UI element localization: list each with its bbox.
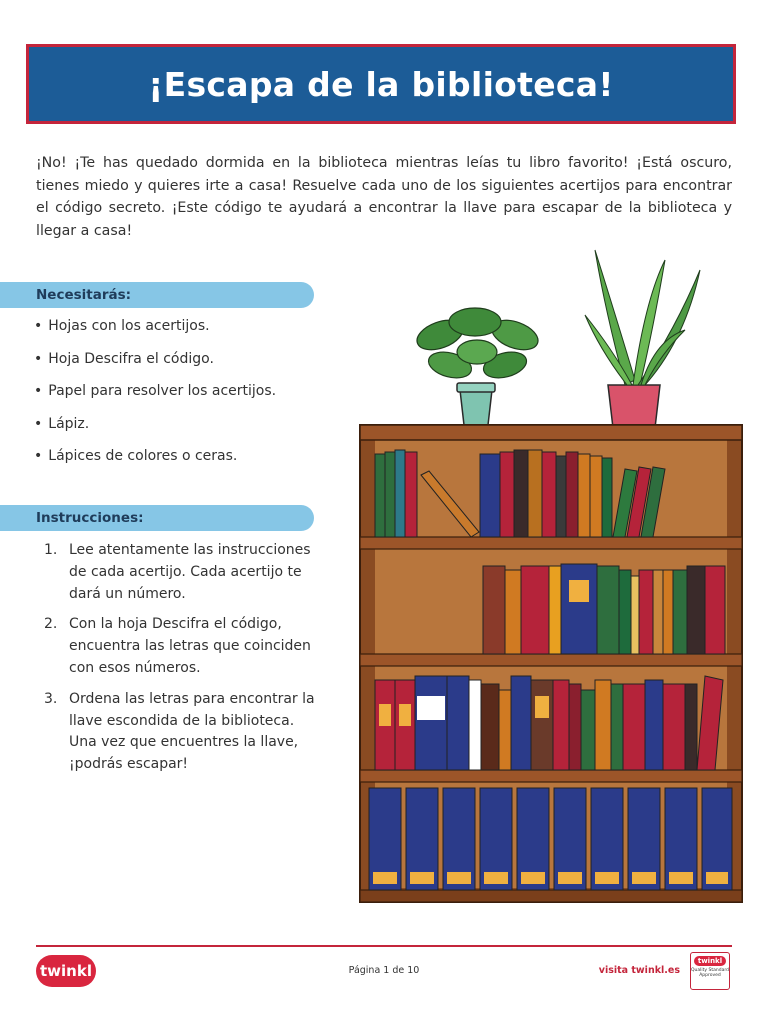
list-item: 2. Con la hoja Descifra el código, encuentra las letras que coinciden con esos números. — [44, 616, 311, 676]
badge-text: Quality Standard Approved — [691, 968, 729, 978]
twinkl-logo[interactable]: twinkl — [36, 955, 96, 987]
list-item: 1. Lee atentamente las instrucciones de cada acertijo. Cada acertijo te dará un número. — [44, 542, 311, 602]
visit-link[interactable]: visita twinkl.es — [598, 965, 680, 976]
list-item: 3. Ordena las letras para encontrar la llave escondida de la biblioteca. Una vez que encuentres la llave, ¡podrás escapar! — [44, 690, 315, 773]
instructions-heading: Instrucciones: — [0, 505, 314, 531]
title-banner — [26, 44, 736, 124]
list-item: • Hoja Descifra el código. — [34, 350, 214, 367]
materials-list — [34, 316, 276, 479]
badge-label: twinkl — [694, 956, 726, 966]
snake-plant-icon — [585, 250, 700, 428]
potted-plant-icon — [413, 308, 542, 425]
list-item: • Lápices de colores o ceras. — [34, 448, 238, 464]
instructions-list — [44, 540, 324, 785]
intro-paragraph: ¡No! ¡Te has quedado dormida en la biblioteca mientras leías tu libro favorito! ¡Está oscuro, tienes miedo y quieres irte a casa! Resuelve cada uno de los siguientes acertijos para encontrar el código secreto. ¡Este código te ayudará a encontrar la llave para escapar de la biblioteca y llegar a casa! — [36, 155, 732, 239]
list-item: • Papel para resolver los acertijos. — [34, 383, 277, 399]
list-item: • Lápiz. — [34, 415, 90, 432]
materials-heading: Necesitarás: — [0, 282, 314, 308]
list-item: • Hojas con los acertijos. — [34, 318, 210, 334]
footer-divider — [36, 945, 732, 947]
bookshelf-illustration — [355, 240, 745, 910]
page-title: ¡Escapa de la biblioteca! — [148, 64, 614, 104]
quality-badge-icon — [690, 952, 730, 990]
page-number: Página 1 de 10 — [348, 965, 420, 976]
